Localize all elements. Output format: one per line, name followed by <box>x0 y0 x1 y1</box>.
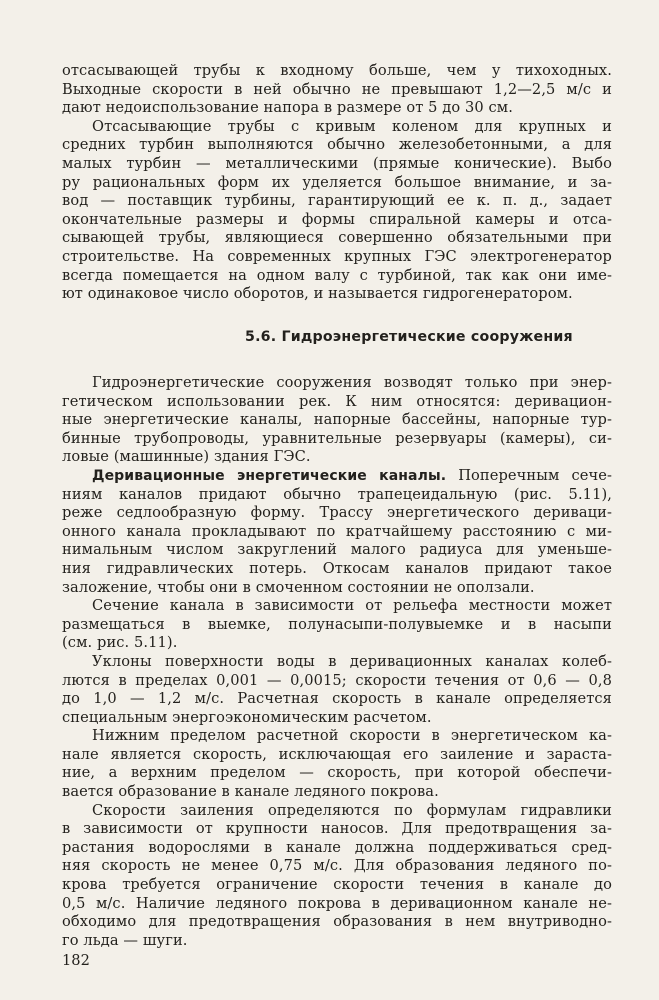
text-line: до 1,0 — 1,2 м/с. Расчетная скорость в канале определяется <box>62 690 612 708</box>
text-line: Сечение канала в зависимости от рельефа местности может <box>92 597 612 615</box>
section-heading: 5.6. Гидроэнергетические сооружения <box>245 329 573 345</box>
text-line: лются в пределах 0,001 — 0,0015; скорости течения от 0,6 — 0,8 <box>62 671 612 689</box>
page-number: 182 <box>62 952 90 969</box>
text-line: Скорости заиления определяются по формулам гидравлики <box>92 801 612 819</box>
text-line: крова требуется ограничение скорости течения в канале до <box>62 876 612 894</box>
text-line: нале является скорость, исключающая его заиление и зараста- <box>62 745 612 763</box>
text-line: (см. рис. 5.11). <box>62 634 178 652</box>
text-line: заложение, чтобы они в смоченном состоянии не оползали. <box>62 578 535 596</box>
text-line: дают недоиспользование напора в размере от 5 до 30 см. <box>62 99 513 117</box>
text-line: вод — поставщик турбины, гарантирующий ее к. п. д., задает <box>62 192 612 210</box>
text-line: сывающей трубы, являющиеся совершенно обязательными при <box>62 229 612 247</box>
text-line: 0,5 м/с. Наличие ледяного покрова в деривационном канале не- <box>62 894 612 912</box>
text-line: гетическом использовании рек. К ним относятся: деривацион- <box>62 392 612 410</box>
text-line: окончательные размеры и формы спиральной камеры и отса- <box>62 210 612 228</box>
text-line: ные энергетические каналы, напорные бассейны, напорные тур- <box>62 411 612 429</box>
text-line: обходимо для предотвращения образования в нем внутриводно- <box>62 913 612 931</box>
text-line: вается образование в канале ледяного покрова. <box>62 783 439 801</box>
text-line: Отсасывающие трубы с кривым коленом для крупных и <box>92 117 612 135</box>
intro-paragraphs <box>62 62 612 304</box>
text-line: Нижним пределом расчетной скорости в энергетическом ка- <box>92 727 612 745</box>
text-line: ют одинаковое число оборотов, и называется гидрогенератором. <box>62 285 573 303</box>
text-line: ру рациональных форм их уделяется большое внимание, и за- <box>62 173 612 191</box>
text-line: в зависимости от крупности наносов. Для предотвращения за- <box>62 820 612 838</box>
subheading-bold: Деривационные энергетические каналы. <box>92 467 447 484</box>
text-run: Поперечным сече- <box>446 466 612 484</box>
text-line: ниям каналов придают обычно трапецеидальную (рис. 5.11), <box>62 485 612 503</box>
text-line: няя скорость не менее 0,75 м/с. Для образования ледяного по- <box>62 857 612 875</box>
text-line: ние, а верхним пределом — скорость, при которой обеспечи- <box>62 764 612 782</box>
text-line: малых турбин — металлическими (прямые конические). Выбо <box>62 154 612 172</box>
text-line: онного канала прокладывают по кратчайшему расстоянию с ми- <box>62 522 612 540</box>
text-line: ния гидравлических потерь. Откосам каналов придают такое <box>62 559 612 577</box>
text-line: бинные трубопроводы, уравнительные резервуары (камеры), си- <box>62 429 612 447</box>
text-line: всегда помещается на одном валу с турбиной, так как они име- <box>62 266 612 284</box>
text-line: строительстве. На современных крупных ГЭС электрогенератор <box>62 247 612 265</box>
text-line: Уклоны поверхности воды в деривационных каналах колеб- <box>92 652 612 670</box>
text-line: нимальным числом закруглений малого радиуса для уменьше- <box>62 541 612 559</box>
text-line: Гидроэнергетические сооружения возводят только при энер- <box>92 374 612 391</box>
text-line: отсасывающей трубы к входному больше, чем у тихоходных. <box>62 62 612 79</box>
text-line: средних турбин выполняются обычно железобетонными, а для <box>62 136 612 154</box>
text-line: Выходные скорости в ней обычно не превышают 1,2—2,5 м/с и <box>62 80 612 98</box>
text-line: размещаться в выемке, полунасыпи-полувыемке и в насыпи <box>62 615 612 633</box>
section-body <box>62 374 612 950</box>
text-line: го льда — шуги. <box>62 931 188 949</box>
text-line <box>62 467 612 486</box>
text-line: ловые (машинные) здания ГЭС. <box>62 448 311 466</box>
text-line: специальным энергоэкономическим расчетом. <box>62 708 432 726</box>
text-line: растания водорослями в канале должна поддерживаться сред- <box>62 838 612 856</box>
text-line: реже седлообразную форму. Трассу энергетического деривaци- <box>62 504 612 522</box>
